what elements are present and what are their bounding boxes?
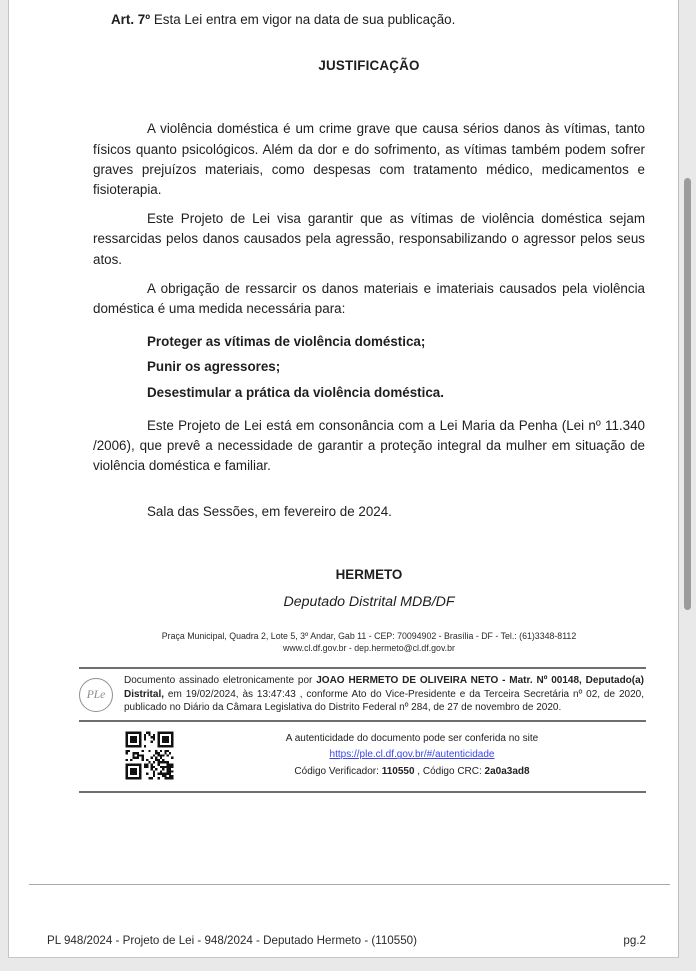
ple-seal-icon <box>79 678 113 712</box>
article-7-label: Art. 7º <box>111 12 151 27</box>
office-address-line2: www.cl.df.gov.br - dep.hermeto@cl.df.gov.br <box>283 642 455 653</box>
document-body <box>93 0 645 654</box>
bold-item-2: Punir os agressores; <box>147 359 281 375</box>
footer-rule <box>29 884 670 885</box>
signer-name: HERMETO <box>335 566 403 582</box>
bold-item-3: Desestimular a prática da violência doméstica. <box>147 384 444 400</box>
footer-page-number: pg.2 <box>623 934 646 947</box>
signature-bottom-rule <box>79 791 646 793</box>
paragraph-3: A obrigação de ressarcir os danos materiais e imateriais causados pela violência doméstica é uma medida necessária para: <box>93 280 645 317</box>
paragraph-1: A violência doméstica é um crime grave que causa sérios danos às vítimas, tanto físicos quanto psicológicos. Além da dor e do sofrimento, as vítimas também podem sofrer graves prejuízos materiais, como despesas com tratamento médico, medicamentos e fisioterapia. <box>93 121 645 198</box>
authenticity-section <box>79 722 646 791</box>
electronic-signature-block <box>79 667 646 793</box>
office-address <box>93 631 645 654</box>
paragraph-2: Este Projeto de Lei visa garantir que as vítimas de violência doméstica sejam ressarcidas pelos danos causados pela agressão, responsabilizando o agressor pelos seus atos. <box>93 211 645 267</box>
article-7-text: Esta Lei entra em vigor na data de sua publicação. <box>150 12 456 27</box>
authenticity-text <box>178 731 646 781</box>
authenticity-line: A autenticidade do documento pode ser conferida no site <box>285 732 539 744</box>
office-address-line1: Praça Municipal, Quadra 2, Lote 5, 3º Andar, Gab 11 - CEP: 70094902 - Brasília - DF - Tel.: (61)3348-8112 <box>161 631 577 642</box>
closing-paragraph: Este Projeto de Lei está em consonância com a Lei Maria da Penha (Lei nº 11.340 /2006), que prevê a necessidade de garantir a proteção integral da mulher em situação de violência doméstica e familiar. <box>93 417 645 474</box>
esign-statement <box>124 674 644 715</box>
document-page <box>8 0 679 958</box>
authenticity-link[interactable]: https://ple.cl.df.gov.br/#/autenticidade <box>329 749 495 761</box>
crc-label: , Código CRC: <box>414 765 485 777</box>
verifier-code: 110550 <box>381 765 415 777</box>
verifier-line <box>178 764 646 781</box>
bold-item-1: Proteger as vítimas de violência doméstica; <box>147 334 426 350</box>
esign-prefix: Documento assinado eletronicamente por <box>124 675 317 687</box>
qr-code <box>121 727 178 784</box>
esign-signer: JOAO HERMETO DE OLIVEIRA NETO - Matr. Nº 00148, Deputado(a) Distrital, <box>124 675 645 700</box>
crc-code: 2a0a3ad8 <box>484 765 530 777</box>
verifier-label: Código Verificador: <box>294 765 382 777</box>
session-line: Sala das Sessões, em fevereiro de 2024. <box>147 504 392 520</box>
ple-seal-text: PLe <box>86 688 106 701</box>
signer-role: Deputado Distrital MDB/DF <box>283 593 455 610</box>
article-7-line <box>93 10 645 30</box>
footer-document-id: PL 948/2024 - Projeto de Lei - 948/2024 - Deputado Hermeto - (110550) <box>47 934 417 947</box>
justification-title: JUSTIFICAÇÃO <box>318 58 420 74</box>
scrollbar-thumb[interactable] <box>684 178 691 610</box>
page-footer <box>47 934 646 947</box>
esign-suffix: em 19/02/2024, às 13:47:43 , conforme Ato do Vice-Presidente e da Terceira Secretária nº 02, de 2020, publicado no Diário da Câmara Legislativa do Distrito Federal nº 284, de 27 de novembro de 2020. <box>124 688 644 714</box>
